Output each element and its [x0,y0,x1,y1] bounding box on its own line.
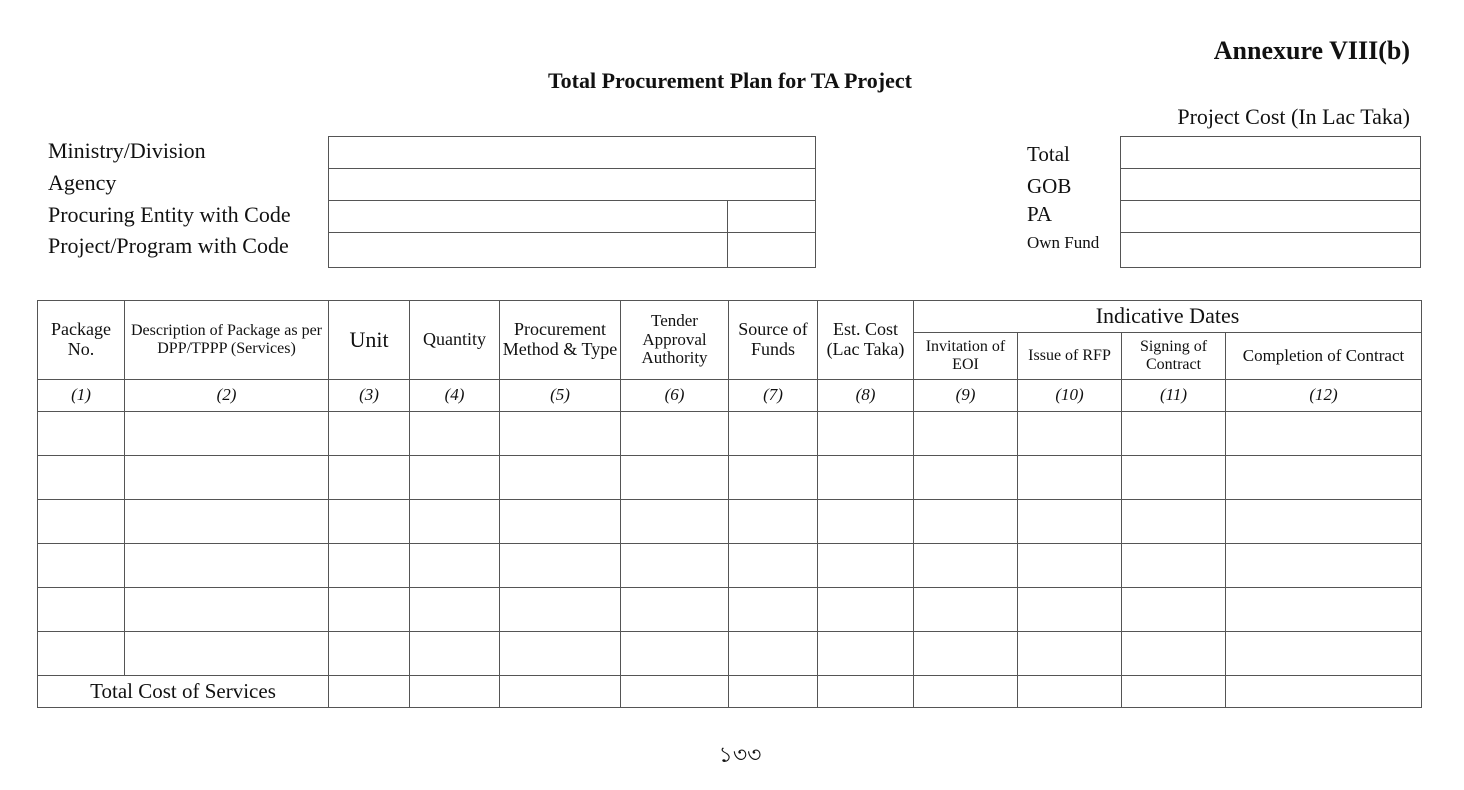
issue-rfp-header: Issue of RFP [1018,333,1122,380]
table-cell[interactable] [621,588,729,632]
column-number: (12) [1226,380,1422,412]
table-cell[interactable] [38,456,125,500]
table-cell[interactable] [1226,544,1422,588]
invitation-eoi-header: Invitation of EOI [914,333,1018,380]
total-cost-label: Total [1027,142,1070,166]
table-cell[interactable] [1018,500,1122,544]
column-number: (6) [621,380,729,412]
table-cell[interactable] [38,632,125,676]
ministry-division-field[interactable] [328,136,816,169]
table-cell[interactable] [818,632,914,676]
table-cell[interactable] [500,588,621,632]
table-cell[interactable] [125,500,329,544]
table-cell[interactable] [329,588,410,632]
table-cell[interactable] [1122,544,1226,588]
table-cell[interactable] [410,588,500,632]
table-cell[interactable] [1226,500,1422,544]
table-body-rows [38,412,1422,676]
table-cell[interactable] [1122,500,1226,544]
table-row [38,456,1422,500]
source-of-funds-header: Source of Funds [729,301,818,380]
package-no-header: Package No. [38,301,125,380]
project-program-field[interactable] [328,232,728,268]
table-cell[interactable] [410,632,500,676]
table-cell[interactable] [329,632,410,676]
table-cell[interactable] [621,632,729,676]
table-cell[interactable] [38,500,125,544]
table-cell[interactable] [38,412,125,456]
unit-header: Unit [329,301,410,380]
table-cell[interactable] [818,456,914,500]
procuring-entity-code-field[interactable] [727,200,816,233]
table-cell[interactable] [729,632,818,676]
table-row [38,588,1422,632]
total-cell[interactable] [500,676,621,708]
table-cell[interactable] [1018,632,1122,676]
project-program-label: Project/Program with Code [48,233,289,258]
table-cell[interactable] [914,544,1018,588]
column-number: (9) [914,380,1018,412]
own-fund-field[interactable] [1120,232,1421,268]
project-program-code-field[interactable] [727,232,816,268]
table-cell[interactable] [914,412,1018,456]
table-cell[interactable] [818,544,914,588]
table-cell[interactable] [1122,412,1226,456]
column-number: (7) [729,380,818,412]
table-cell[interactable] [1226,456,1422,500]
table-cell[interactable] [1018,544,1122,588]
table-cell[interactable] [621,456,729,500]
total-cell[interactable] [1018,676,1122,708]
table-row [38,632,1422,676]
table-cell[interactable] [1122,632,1226,676]
table-cell[interactable] [500,412,621,456]
table-cell[interactable] [1122,456,1226,500]
table-cell[interactable] [729,500,818,544]
total-cell[interactable] [329,676,410,708]
procurement-method-header: Procurement Method & Type [500,301,621,380]
table-cell[interactable] [729,456,818,500]
table-cell[interactable] [410,500,500,544]
column-number: (5) [500,380,621,412]
est-cost-header: Est. Cost (Lac Taka) [818,301,914,380]
table-cell[interactable] [818,588,914,632]
table-cell[interactable] [125,412,329,456]
table-cell[interactable] [125,456,329,500]
table-cell[interactable] [410,544,500,588]
table-cell[interactable] [410,412,500,456]
table-row [38,412,1422,456]
table-cell[interactable] [329,500,410,544]
table-cell[interactable] [1018,412,1122,456]
gob-field[interactable] [1120,168,1421,201]
table-cell[interactable] [729,544,818,588]
description-header: Description of Package as per DPP/TPPP (Services) [125,301,329,380]
table-row [38,500,1422,544]
annexure-label: Annexure VIII(b) [1213,36,1410,65]
total-row [38,676,1422,708]
page-number: ১৩৩ [718,742,762,767]
total-cell[interactable] [1122,676,1226,708]
column-number: (4) [410,380,500,412]
table-cell[interactable] [621,544,729,588]
table-cell[interactable] [914,588,1018,632]
agency-label: Agency [48,170,117,195]
table-cell[interactable] [125,544,329,588]
table-cell[interactable] [729,412,818,456]
quantity-header: Quantity [410,301,500,380]
table-row [38,544,1422,588]
procuring-entity-label: Procuring Entity with Code [48,202,291,227]
total-cell[interactable] [818,676,914,708]
column-number: (8) [818,380,914,412]
table-cell[interactable] [914,456,1018,500]
table-cell[interactable] [1226,632,1422,676]
procurement-plan-table [37,300,1422,708]
table-cell[interactable] [914,632,1018,676]
signing-contract-header: Signing of Contract [1122,333,1226,380]
table-cell[interactable] [329,412,410,456]
total-cell[interactable] [1226,676,1422,708]
procuring-entity-field[interactable] [328,200,728,233]
table-cell[interactable] [621,412,729,456]
table-cell[interactable] [329,544,410,588]
indicative-dates-header: Indicative Dates [914,301,1422,333]
page-title: Total Procurement Plan for TA Project [548,68,912,93]
table-cell[interactable] [125,588,329,632]
table-cell[interactable] [1018,588,1122,632]
completion-contract-header: Completion of Contract [1226,333,1422,380]
table-cell[interactable] [38,544,125,588]
table-cell[interactable] [1226,412,1422,456]
table-cell[interactable] [125,632,329,676]
table-cell[interactable] [329,456,410,500]
ministry-division-label: Ministry/Division [48,138,206,163]
column-number: (1) [38,380,125,412]
total-cell[interactable] [729,676,818,708]
column-number: (10) [1018,380,1122,412]
column-number: (3) [329,380,410,412]
table-cell[interactable] [38,588,125,632]
pa-label: PA [1027,202,1052,226]
table-cell[interactable] [410,456,500,500]
total-cost-field[interactable] [1120,136,1421,169]
table-cell[interactable] [500,632,621,676]
agency-field[interactable] [328,168,816,201]
table-cell[interactable] [500,500,621,544]
table-cell[interactable] [500,456,621,500]
column-number: (11) [1122,380,1226,412]
total-cell[interactable] [914,676,1018,708]
project-cost-header: Project Cost (In Lac Taka) [1177,104,1410,129]
table-cell[interactable] [1122,588,1226,632]
total-cost-services-label: Total Cost of Services [38,676,329,708]
table-cell[interactable] [500,544,621,588]
total-cell[interactable] [621,676,729,708]
table-cell[interactable] [621,500,729,544]
table-cell[interactable] [729,588,818,632]
table-cell[interactable] [818,500,914,544]
pa-field[interactable] [1120,200,1421,233]
column-number-row [38,380,1422,412]
table-cell[interactable] [1226,588,1422,632]
table-cell[interactable] [914,500,1018,544]
tender-approval-header: Tender Approval Authority [621,301,729,380]
total-cell[interactable] [410,676,500,708]
gob-label: GOB [1027,174,1072,198]
table-cell[interactable] [818,412,914,456]
column-number: (2) [125,380,329,412]
own-fund-label: Own Fund [1027,233,1100,252]
table-cell[interactable] [1018,456,1122,500]
